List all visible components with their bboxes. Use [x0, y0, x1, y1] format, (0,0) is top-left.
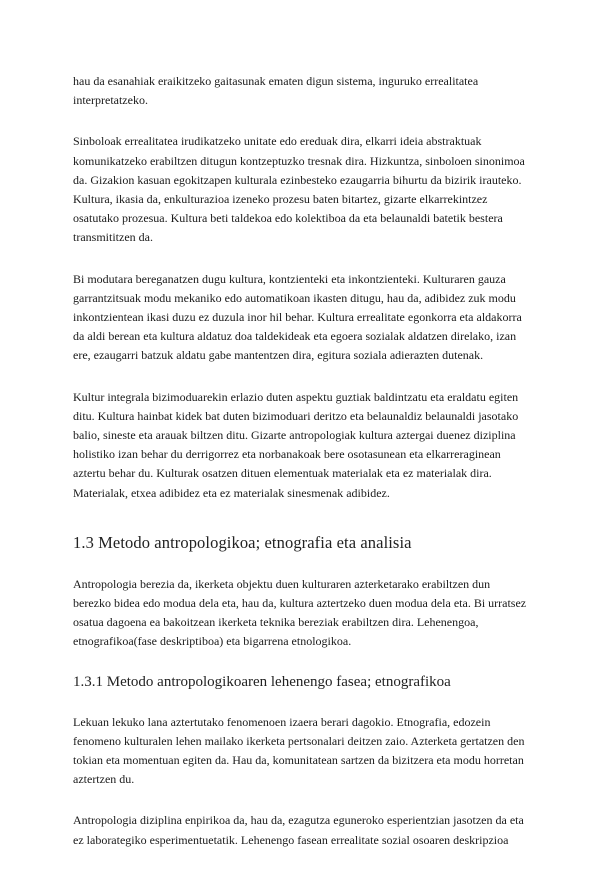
paragraph: Kultur integrala bizimoduarekin erlazio duten aspektu guztiak baldintzatu eta eraldatu egiten ditu. Kultura hainbat kidek bat duten bizimoduari deritzo eta belaunaldiz belaunaldi jasotako balio, sineste eta arauak biltzen ditu. Gizarte antropologiak kultura aztergai duenez diziplina holistiko izan behar du derrigorrez eta norbanakoak bere osotasunean eta elkarreraginean aztertu behar du. Kulturak osatzen dituen elementuak materialak eta ez materialak dira. Materialak, etxea adibidez eta ez materialak sinesmenak adibidez. — [73, 389, 519, 500]
paragraph: Antropologia diziplina enpirikoa da, hau da, ezagutza eguneroko esperientzian jasotzen da eta ez laborategiko esperimentuetatik. Lehenengo fasean errealitate sozial osoaren deskripzioa — [73, 813, 524, 847]
section-heading: 1.3 Metodo antropologikoa; etnografia eta analisia — [73, 532, 412, 552]
subsection-heading: 1.3.1 Metodo antropologikoaren lehenengo fasea; etnografikoa — [73, 673, 451, 690]
paragraph: hau da esanahiak eraikitzeko gaitasunak ematen digun sistema, inguruko errealitatea interpretatzeko. — [73, 74, 479, 108]
paragraph: Sinboloak errealitatea irudikatzeko unitate edo ereduak dira, elkarri ideia abstraktuak komunikatzeko erabiltzen ditugun kontzeptuzko tresnak dira. Hizkuntza, sinboloen sinonimoa da. Gizakion kasuan egokitzapen kulturala ezinbesteko ezaugarria bihurtu da bizirik irauteko. Kultura, ikasia da, enkulturazioa izeneko prozesu baten bitartez, gizarte elkarrekintzez osatutako prozesua. Kultura beti taldekoa edo kolektiboa da eta belaunaldi batetik bestera transmititzen da. — [73, 134, 525, 245]
paragraph: Antropologia berezia da, ikerketa objektu duen kulturaren azterketarako erabiltzen dun berezko bidea edo modua dela eta, hau da, kultura aztertzeko duen modua dela eta. Bi urratsez osatua dagoena ea bakoitzean ikerketa teknika bereziak erabiltzen dira. Lehenengoa, etnografikoa(fase deskriptiboa) eta bigarrena etnologikoa. — [73, 576, 527, 649]
paragraph: Lekuan lekuko lana aztertutako fenomenoen izaera berari dagokio. Etnografia, edozein fenomeno kulturalen lehen mailako ikerketa pertsonalari deitzen zaio. Azterketa gertatzen den tokian eta momentuan egiten da. Hau da, komunitatean sartzen da bizitzera eta modu horretan aztertzen du. — [73, 714, 525, 787]
paragraph: Bi modutara bereganatzen dugu kultura, kontzienteki eta inkontzienteki. Kulturaren gauza garrantzitsuak modu mekaniko edo automatikoan ikasten ditugu, hau da, adibidez zuk modu inkontzientean ikasi duzu ez duzula inor hil behar. Kultura errealitate egonkorra eta aldakorra da aldi berean eta kultura aldatuz doa taldekideak eta egoera sozialak aldatzen direlako, izan ere, ezaugarri batzuk aldatu gabe mantentzen dira, egitura soziala adierazten dutenak. — [73, 271, 522, 363]
page-content — [73, 72, 531, 872]
